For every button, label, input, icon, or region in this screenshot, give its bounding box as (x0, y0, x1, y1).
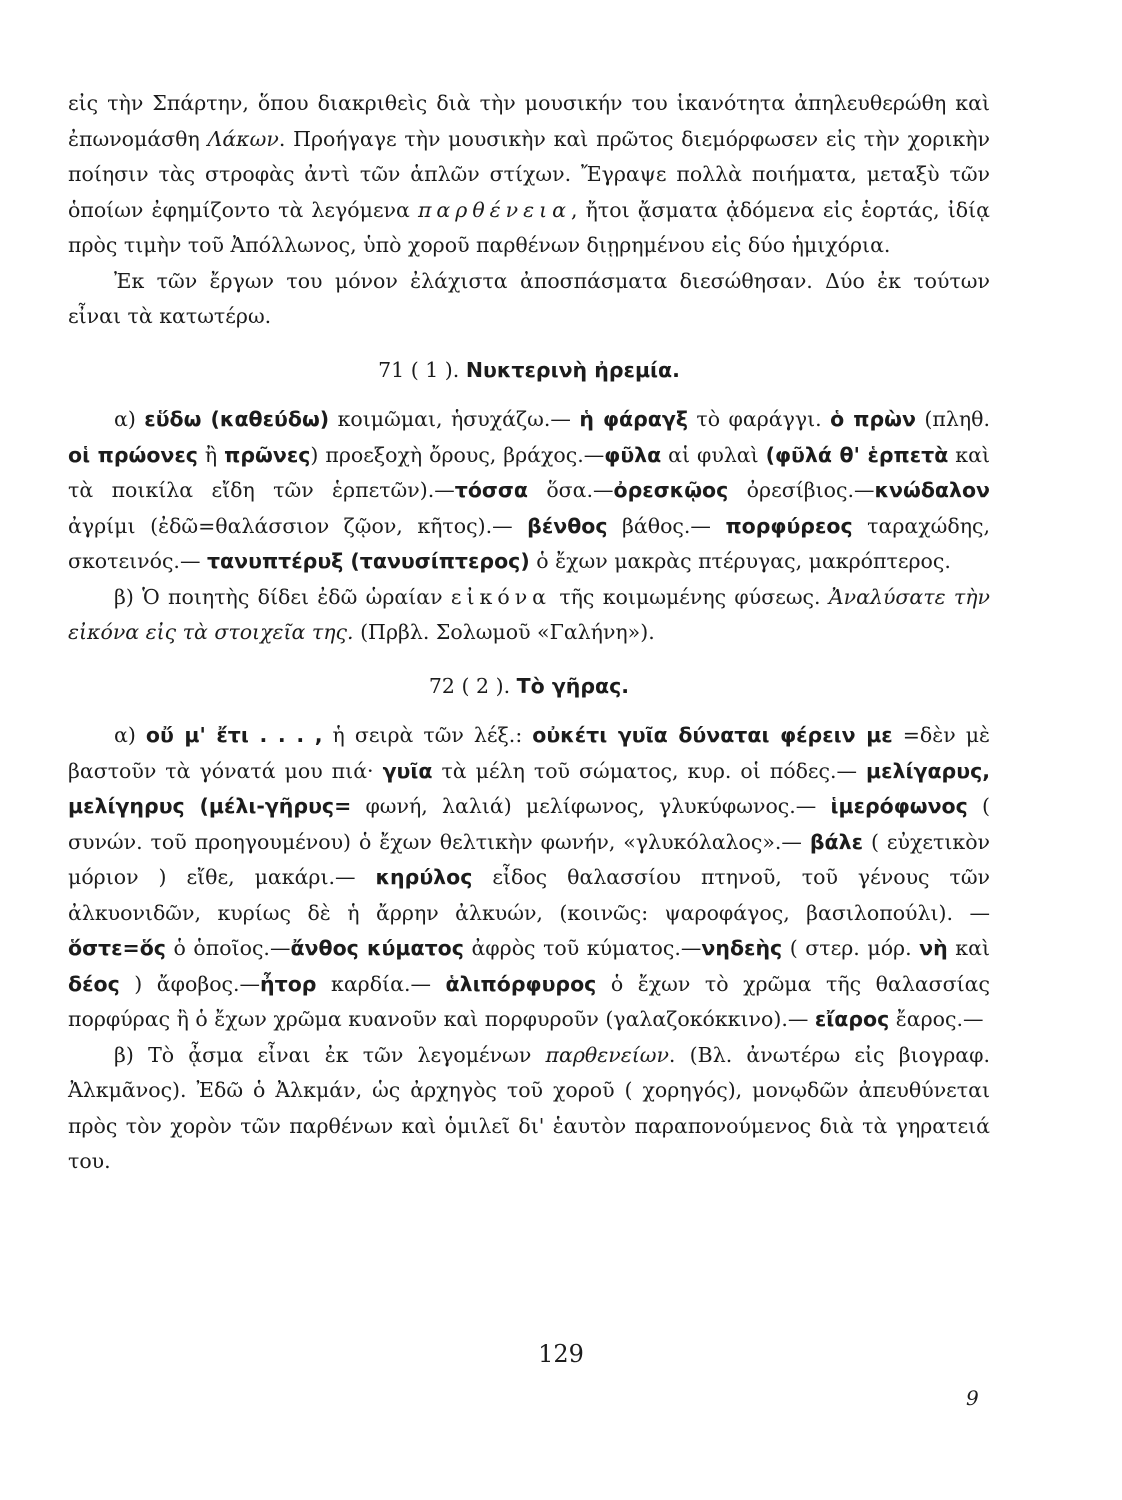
glossary-term: κνώδαλον (874, 478, 991, 502)
text-run: ) προεξοχὴ ὄρους, βράχος.— (310, 442, 605, 467)
glossary-term: ἦτορ (260, 971, 317, 996)
text-run: εἶδος θαλασσίου πτηνοῦ, τοῦ γένους τῶν ἀλκυονιδῶν, κυρίως δὲ ἡ ἄρρην ἀλκυών, (κοινῶς: ψαροφάγος, βασιλοπούλι). — (68, 865, 991, 925)
italic-text: Ἀναλύσατε τὴν εἰκόνα εἰς τὰ στοιχεῖα της. (68, 584, 990, 644)
text-run: ( στερ. μόρ. (782, 936, 920, 960)
text-run: ὀρεσίβιος.— (728, 478, 875, 502)
glossary-term: εἴαρος (814, 1007, 890, 1031)
text-run: α) (114, 407, 145, 431)
glossary-term: φῦλα (604, 442, 662, 467)
section-title: Νυκτερινὴ ἠρεμία. (465, 357, 680, 382)
intro-paragraph-2: Ἐκ τῶν ἔργων του μόνον ἐλάχιστα ἀποσπάσματα διεσώθησαν. Δύο ἐκ τούτων εἶναι τὰ κατωτέρω. (68, 268, 990, 328)
text-run: καὶ (947, 936, 990, 960)
text-run: φωνή, λαλιά) μελίφωνος, γλυκύφωνος.— (351, 794, 831, 818)
text-run: . (Βλ. ἀνωτέρω εἰς βιογραφ. Ἀλκμᾶνος). Ἐδῶ ὁ Ἀλκμάν, ὡς ἀρχηγὸς τοῦ χοροῦ ( χορηγός), μονῳδῶν ἀπευθύνεται πρὸς τὸν χορὸν τῶν παρθένων καὶ ὁμιλεῖ δι' ἑαυτὸν παραπονούμενος διὰ τὰ γηρατειά του. (68, 1042, 991, 1173)
section-71-heading (68, 353, 990, 389)
glossary-term: τόσσα (454, 478, 528, 502)
page-number: 129 (538, 1340, 584, 1368)
text-run: (Πρβλ. Σολωμοῦ «Γαλήνη»). (353, 620, 655, 644)
section-71-commentary (68, 580, 990, 651)
glossary-term: ἁλιπόρφυρος (445, 971, 597, 996)
glossary-term: οὔ μ' ἔτι . . . , (145, 723, 323, 747)
text-run: τῆς κοιμωμένης φύσεως. (551, 584, 829, 609)
text-run: (πληθ. (915, 407, 991, 431)
text-run: ὅσα.— (527, 478, 614, 502)
glossary-term: (φῦλά θ' ἑρπετὰ (765, 442, 949, 467)
glossary-term: νὴ (919, 936, 948, 960)
text-run: β) Τὸ ᾆσμα εἶναι ἐκ τῶν λεγομένων (114, 1042, 546, 1067)
section-72-heading (68, 669, 990, 705)
italic-text: παρθενείων (545, 1042, 669, 1067)
text-run: καρδία.— (316, 971, 446, 996)
section-number: 72 ( 2 ). (428, 673, 511, 698)
glossary-term: πορφύρεος (725, 513, 853, 538)
glossary-term: οὐκέτι γυῖα δύναται φέρειν με (532, 723, 893, 747)
glossary-term: μελίγαρυς, μελίγηρυς (μέλι-γῆρυς= (68, 758, 991, 818)
text-run: ἔαρος.— (889, 1007, 984, 1031)
glossary-term: κηρύλος (375, 865, 473, 889)
text-run: ταραχώδης, σκοτεινός.— (68, 513, 990, 573)
glossary-term: ὁ πρὼν (830, 407, 916, 431)
section-number: 71 ( 1 ). (378, 357, 460, 382)
text-run: β) Ὁ ποιητὴς δίδει ἐδῶ ὡραίαν (114, 584, 451, 609)
text-run: ( εὐχετικὸν μόριον ) εἴθε, μακάρι.— (68, 829, 990, 889)
text-run: αἱ φυλαὶ (661, 442, 766, 467)
glossary-term: ὀρεσκῷος (613, 478, 729, 502)
text-run: εἰς τὴν Σπάρτην, ὅπου διακριθεὶς διὰ τὴν μουσικήν του ἱκανότητα ἀπηλευθερώθη καὶ ἐπωνομάσθη (68, 91, 990, 151)
text-run: καὶ τὰ ποικίλα εἴδη τῶν ἑρπετῶν).— (68, 442, 990, 502)
glossary-term: οἱ πρώονες (68, 442, 198, 467)
spaced-term: παρθένεια (417, 197, 572, 222)
text-run: . Προήγαγε τὴν μουσικὴν καὶ πρῶτος διεμόρφωσεν εἰς τὴν χορικὴν ποίησιν τὰς στροφὰς ἀντὶ τῶν ἁπλῶν στίχων. Ἔγραψε πολλὰ ποιήματα, μεταξὺ τῶν ὁποίων ἐφημίζοντο τὰ λεγόμενα (68, 126, 990, 222)
glossary-term: δέος (68, 971, 120, 996)
text-run: ἀφρὸς τοῦ κύματος.— (463, 936, 702, 960)
text-run: τὸ φαράγγι. (687, 407, 831, 431)
glossary-term: βένθος (527, 513, 608, 538)
glossary-term: ἡ φάραγξ (579, 407, 688, 431)
section-71-glossary (68, 402, 990, 580)
spaced-text: εἰκόνα (450, 584, 552, 609)
glossary-term: τανυπτέρυξ (τανυσίπτερος) (206, 549, 530, 573)
text-run: α) (114, 723, 146, 747)
text-run: , ἤτοι ᾄσματα ᾀδόμενα εἰς ἑορτάς, ἰδίᾳ πρὸς τιμὴν τοῦ Ἀπόλλωνος, ὑπὸ χοροῦ παρθένων διῃρημένου εἰς δύο ἡμιχόρια. (68, 197, 990, 257)
glossary-term: βάλε (809, 829, 864, 854)
glossary-term: νηδεὴς (701, 936, 783, 960)
body-text (68, 86, 990, 1180)
text-run: ὁ ὁποῖος.— (165, 936, 291, 960)
intro-paragraph (68, 86, 990, 264)
glossary-term: ὅστε=ὅς (68, 936, 166, 960)
signature-mark: 9 (966, 1386, 979, 1410)
text-run: ὁ ἔχων τὸ χρῶμα τῆς θαλασσίας πορφύρας ἢ ὁ ἔχων χρῶμα κυανοῦν καὶ πορφυροῦν (γαλαζοκόκκινο).— (68, 971, 991, 1031)
glossary-term: πρῶνες (224, 442, 311, 467)
text-run: =δὲν μὲ βαστοῦν τὰ γόνατά μου πιά· (68, 723, 991, 783)
section-title: Τὸ γῆρας. (516, 673, 630, 698)
glossary-term: γυῖα (382, 758, 433, 783)
text-run: ἢ (197, 442, 225, 467)
text-run: ὁ ἔχων μακρὰς πτέρυγας, μακρόπτερος. (529, 549, 951, 573)
italic-term: Λάκων (207, 126, 279, 151)
text-run: βάθος.— (607, 513, 726, 538)
glossary-term: εὕδω (καθεύδω) (144, 407, 330, 431)
text-run: ( συνών. τοῦ προηγουμένου) ὁ ἔχων θελτικὴν φωνήν, «γλυκόλαλος».— (68, 794, 990, 854)
text-run: ) ἄφοβος.— (119, 971, 261, 996)
section-72-commentary (68, 1038, 990, 1180)
text-run: ἀγρίμι (ἐδῶ=θαλάσσιον ζῷον, κῆτος).— (68, 513, 528, 538)
glossary-term: ἱμερόφωνος (830, 794, 968, 818)
text-run: τὰ μέλη τοῦ σώματος, κυρ. οἱ πόδες.— (432, 758, 867, 783)
section-72-glossary (68, 718, 990, 1038)
text-run: κοιμῶμαι, ἡσυχάζω.— (329, 407, 580, 431)
glossary-term: ἄνθος κύματος (290, 936, 464, 960)
text-run: ἡ σειρὰ τῶν λέξ.: (322, 723, 533, 747)
